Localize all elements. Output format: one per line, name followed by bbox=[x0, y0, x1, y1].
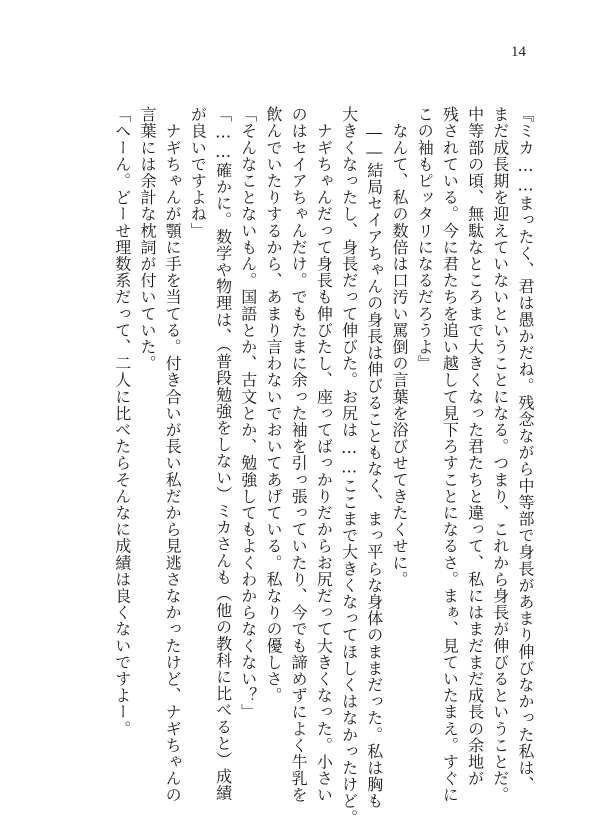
text-line: 飲んでいたりするから、あまり言わないでおいてあげている。私なりの優しさ。 bbox=[263, 106, 283, 704]
body-text bbox=[110, 106, 538, 826]
text-line: ナギちゃんが顎に手を当てる。付き合いが長い私だから見逃さなかったけど、ナギちゃんの bbox=[163, 106, 183, 804]
text-line: なんて、私の数倍は口汚い罵倒の言葉を浴びせてきたくせに。 bbox=[389, 106, 409, 588]
text-line: 「そんなことないもん。国語とか、古文とか、勉強してもよくわからなくない？」 bbox=[238, 106, 258, 721]
text-line: この袖もピッタリになるだろうよ』 bbox=[415, 106, 435, 372]
text-line: 「……確かに。数学や物理は、（普段勉強をしない）ミカさんも（他の教科に比べると）成績 bbox=[213, 106, 233, 802]
text-line: のはセイアちゃんだけ。でもたまに余った袖を引っ張っていたり、今でも諦めずによく牛乳を bbox=[289, 106, 309, 804]
text-line: が良いですよね」 bbox=[188, 106, 208, 239]
text-line: 大きくなったし、身長だって伸びた。お尻は……ここまで大きくなってほしくはなかったけど。 bbox=[339, 106, 359, 826]
text-line: 残されている。今に君たちを追い越して見下ろすことになるさ。まぁ、見ていたまえ。すぐに bbox=[440, 106, 460, 804]
page-number: 14 bbox=[511, 44, 526, 60]
text-line: まだ成長期を迎えていないということになる。つまり、これから身長が伸びるということだ。 bbox=[490, 106, 510, 804]
text-line: ――結局セイアちゃんの身長は伸びることもなく、まっ平らな身体のままだった。私は胸も bbox=[364, 106, 384, 810]
text-line: 言葉には余計な枕詞が付いていた。 bbox=[137, 106, 157, 372]
text-line: 中等部の頃、無駄なところまで大きくなった君たちと違って、私にはまだまだ成長の余地が bbox=[465, 106, 485, 787]
text-line: 「へーん。どーせ理数系だって、二人に比べたらそんなに成績は良くないですよー。 bbox=[112, 106, 132, 737]
text-line: 『ミカ……まったく、君は愚かだね。残念ながら中等部で身長があまり伸びなかった私は、 bbox=[516, 106, 535, 793]
text-line: ナギちゃんだって身長も伸びたし、座ってばっかりだからお尻だって大きくなった。小さい bbox=[314, 106, 334, 804]
